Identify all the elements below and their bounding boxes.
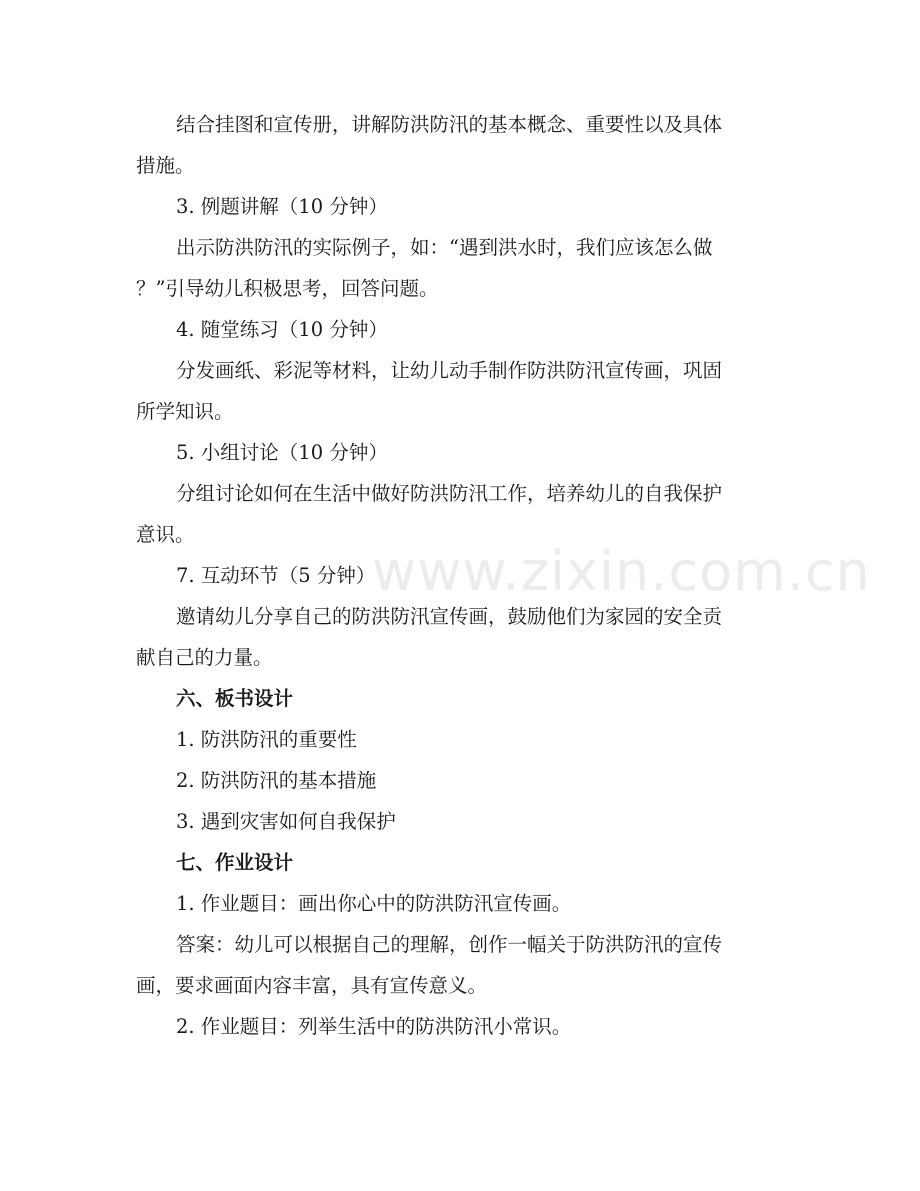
list-item: 2. 防洪防汛的基本措施	[176, 769, 377, 792]
paragraph-line: 结合挂图和宣传册，讲解防洪防汛的基本概念、重要性以及具体	[176, 113, 723, 136]
paragraph-line: 答案：幼儿可以根据自己的理解，创作一幅关于防洪防汛的宣传	[176, 933, 723, 956]
paragraph-line: 分组讨论如何在生活中做好防洪防汛工作，培养幼儿的自我保护	[176, 482, 723, 505]
list-item-heading: 4. 随堂练习（10 分钟）	[176, 318, 388, 341]
watermark: www.zixin.com.cn	[372, 540, 871, 603]
paragraph-line: 意识。	[136, 523, 195, 546]
list-item: 1. 防洪防汛的重要性	[176, 728, 357, 751]
list-item: 1. 作业题目：画出你心中的防洪防汛宣传画。	[176, 892, 572, 915]
list-item-heading: 7. 互动环节（5 分钟）	[176, 564, 376, 587]
paragraph-line: 所学知识。	[136, 400, 234, 423]
paragraph-line: 邀请幼儿分享自己的防洪防汛宣传画，鼓励他们为家园的安全贡	[176, 605, 723, 628]
list-item: 2. 作业题目：列举生活中的防洪防汛小常识。	[176, 1015, 572, 1038]
paragraph-line: 措施。	[136, 154, 195, 177]
list-item-heading: 5. 小组讨论（10 分钟）	[176, 441, 388, 464]
section-heading: 六、板书设计	[176, 687, 294, 710]
paragraph-line: 出示防洪防汛的实际例子，如：“遇到洪水时，我们应该怎么做	[176, 236, 713, 259]
list-item: 3. 遇到灾害如何自我保护	[176, 810, 396, 833]
document-body	[136, 104, 871, 1047]
paragraph-line: 画，要求画面内容丰富，具有宣传意义。	[136, 974, 488, 997]
paragraph-line: 分发画纸、彩泥等材料，让幼儿动手制作防洪防汛宣传画，巩固	[176, 359, 723, 382]
paragraph-line: ？”引导幼儿积极思考，回答问题。	[136, 277, 439, 300]
paragraph-line: 献自己的力量。	[136, 646, 273, 669]
section-heading: 七、作业设计	[176, 851, 294, 874]
list-item-heading: 3. 例题讲解（10 分钟）	[176, 195, 388, 218]
